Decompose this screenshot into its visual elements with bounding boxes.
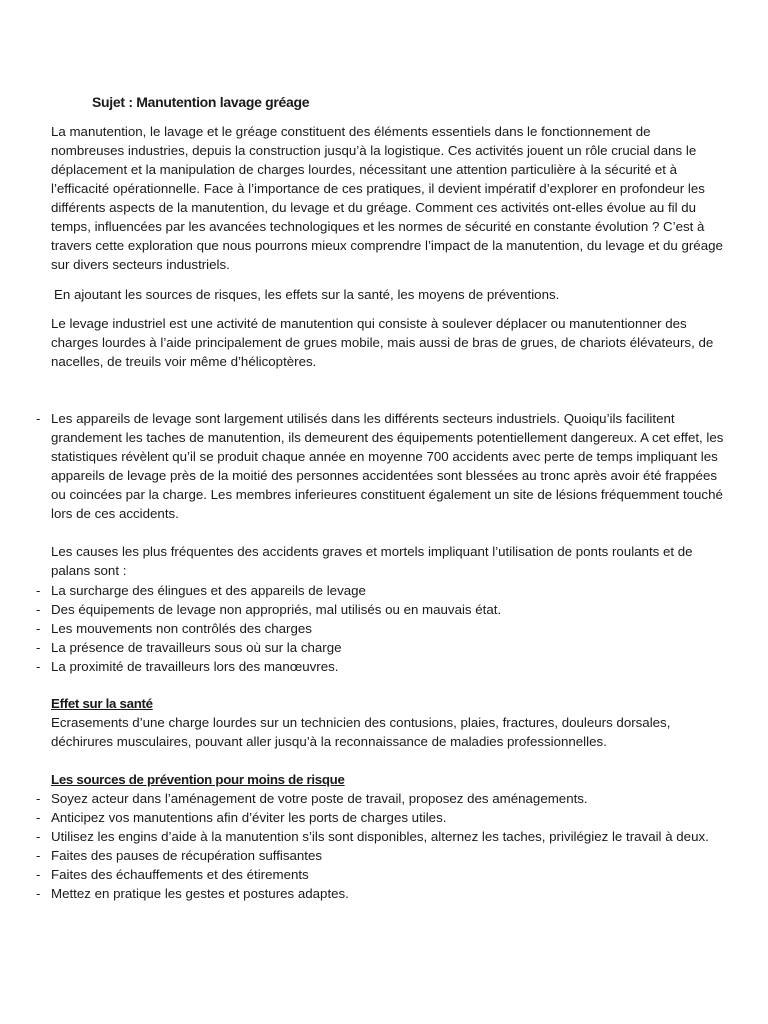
addition-paragraph: En ajoutant les sources de risques, les effets sur la santé, les moyens de préventions. bbox=[54, 287, 560, 302]
intro-paragraph: La manutention, le lavage et le gréage constituent des éléments essentiels dans le fonctionnement de nombreuses industries, depuis la construction jusqu’à la logistique. Ces activités jouent un rôle crucial dans le déplacement et la manipulation de charges lourdes, nécessitant une attention particulière à la sécurité et à l’efficacité opérationnelle. Face à l’importance de ces pratiques, il devient impératif d’explorer en profondeur les différents aspects de la manutention, du levage et du gréage. Comment ces activités ont-elles évolue au fil du temps, influencées par les avancées technologiques et les normes de sécurité en constante évolution ? C’est à travers cette exploration que nous pourrons mieux comprendre l’impact de la manutention, du levage et du gréage sur divers secteurs industriels. bbox=[51, 124, 723, 272]
list-item: - Des équipements de levage non appropriés, mal utilisés ou en mauvais état. bbox=[36, 600, 724, 619]
health-heading: Effet sur la santé bbox=[51, 696, 153, 711]
list-item: - Mettez en pratique les gestes et postures adaptes. bbox=[36, 884, 724, 903]
list-item: - Soyez acteur dans l’aménagement de votre poste de travail, proposez des aménagements. bbox=[36, 789, 724, 808]
list-item: - La surcharge des élingues et des appareils de levage bbox=[36, 581, 724, 600]
causes-intro: Les causes les plus fréquentes des accidents graves et mortels impliquant l’utilisation de ponts roulants et de palans sont : bbox=[51, 544, 693, 578]
list-item: - Faites des pauses de récupération suffisantes bbox=[36, 846, 724, 865]
list-item bbox=[36, 409, 724, 580]
page-title: Sujet : Manutention lavage gréage bbox=[92, 94, 310, 110]
definition-paragraph: Le levage industriel est une activité de manutention qui consiste à soulever déplacer ou manutentionner des charges lourdes à l’aide principalement de grues mobile, mais aussi de bras de grues, de chariots élévateurs, de nacelles, de treuils voir même d’hélicoptères. bbox=[51, 316, 714, 369]
causes-list bbox=[36, 581, 724, 676]
stats-paragraph: Les appareils de levage sont largement utilisés dans les différents secteurs industriels. Quoiqu’ils facilitent grandement les taches de manutention, ils demeurent des équipements potentiellement dangereux. A cet effet, les statistiques révèlent qu’il se produit chaque année en moyenne 700 accidents avec perte de temps impliquant les appareils de levage près de la moitié des personnes accidentées sont blessées au tronc après avoir été frappées ou coincées par la charge. Les membres inferieures constituent également un site de lésions fréquemment touché lors de ces accidents. bbox=[51, 411, 724, 521]
health-paragraph: Ecrasements d’une charge lourdes sur un technicien des contusions, plaies, fractures, douleurs dorsales, déchirures musculaires, pouvant aller jusqu’à la reconnaissance de maladies professionnelles. bbox=[51, 715, 671, 749]
prevention-list bbox=[36, 789, 724, 903]
list-item: - Les mouvements non contrôlés des charges bbox=[36, 619, 724, 638]
prevention-heading: Les sources de prévention pour moins de risque bbox=[51, 772, 345, 787]
list-item: - Anticipez vos manutentions afin d’éviter les ports de charges utiles. bbox=[36, 808, 724, 827]
list-item: - La proximité de travailleurs lors des manœuvres. bbox=[36, 657, 724, 676]
list-item: - Utilisez les engins d’aide à la manutention s’ils sont disponibles, alternez les taches, privilégiez le travail à deux. bbox=[36, 827, 724, 846]
stats-list bbox=[36, 409, 724, 580]
list-item: - Faites des échauffements et des étirements bbox=[36, 865, 724, 884]
list-item: - La présence de travailleurs sous où sur la charge bbox=[36, 638, 724, 657]
